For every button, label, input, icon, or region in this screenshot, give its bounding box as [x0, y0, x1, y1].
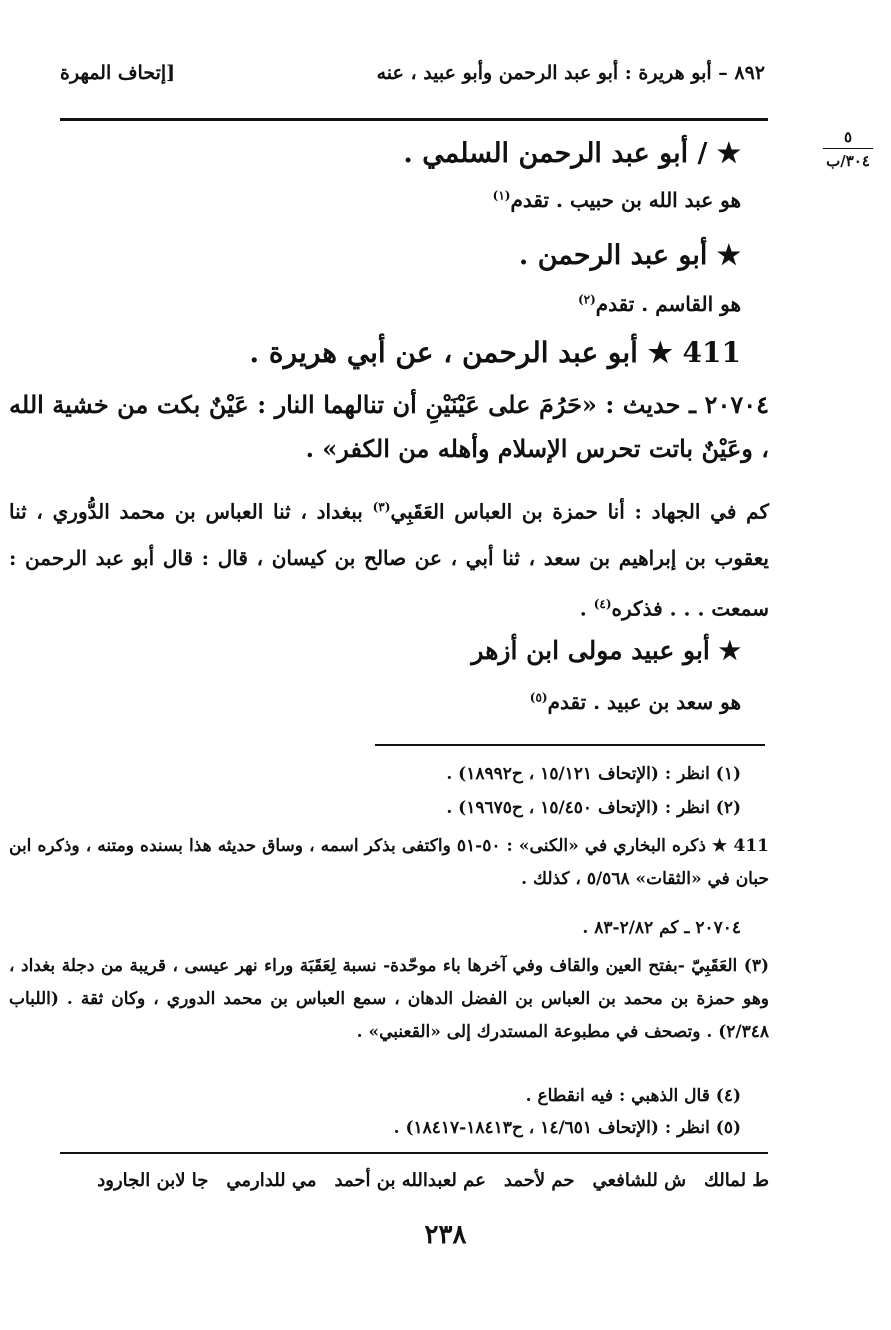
- margin-folio: [817, 128, 879, 171]
- footnote-20704: ٢٠٧٠٤ ـ كم ٢/٨٢-٨٣ .: [582, 918, 741, 938]
- header-rule: [60, 118, 768, 121]
- abbreviation-item: مي للدارمي: [226, 1170, 317, 1191]
- abbreviation-item: جا لابن الجارود: [97, 1170, 209, 1191]
- book-title: [إتحاف المهرة: [60, 62, 176, 84]
- abbreviation-item: ش للشافعي: [592, 1170, 687, 1191]
- isnad-part-1: كم في الجهاد : أنا حمزة بن العباس العَقَبِي: [390, 499, 769, 524]
- abbreviations-key: [97, 1170, 769, 1191]
- abbreviations-rule: [60, 1152, 768, 1154]
- entry-heading-sulami: ★ / أبو عبد الرحمن السلمي .: [403, 138, 741, 169]
- entry-note-text: هو القاسم . تقدم: [595, 292, 741, 316]
- footnote-ref-1: (١): [492, 188, 511, 203]
- folio-number: ٥: [843, 128, 853, 146]
- footnote-ref-4: (٤): [593, 596, 612, 611]
- folio-reference: ٣٠٤/ب: [826, 152, 870, 170]
- isnad-part-2: ببغداد ، ثنا العباس بن محمد الدُّوري ، ثنا يعقوب بن إبراهيم بن سعد ، ثنا أبي ، عن صالح بن كيسان ، قال : قال أبو عبد الرحمن : سمعت . . . فذكره: [9, 499, 769, 621]
- hadith-isnad: [9, 484, 769, 631]
- footnote-1: (١) انظر : (الإتحاف ١٥/١٢١ ، ح١٨٩٩٢) .: [446, 764, 741, 784]
- entry-note-sulami: [493, 188, 741, 212]
- footnote-4: (٤) قال الذهبي : فيه انقطاع .: [525, 1086, 741, 1106]
- footnote-411: 411 ★ ذكره البخاري في «الكنى» : ٥٠-٥١ واكتفى بذكر اسمه ، وساق حديثه هذا بسنده ومتنه ، وذكره ابن حبان في «الثقات» ٥/٥٦٨ ، كذلك .: [9, 836, 770, 889]
- hadith-text-20704: ٢٠٧٠٤ ـ حديث : «حَرُمَ على عَيْنَيْنِ أن تنالهما النار : عَيْنٌ بكت من خشية الله ، وعَيْنٌ باتت تحرس الإسلام وأهله من الكفر» .: [9, 390, 769, 463]
- entry-note-text: هو عبد الله بن حبيب . تقدم: [510, 188, 741, 212]
- abbreviation-item: عم لعبدالله بن أحمد: [334, 1170, 486, 1191]
- entry-heading-411: 411 ★ أبو عبد الرحمن ، عن أبي هريرة .: [249, 336, 741, 369]
- abbreviation-item: ط لمالك: [704, 1170, 769, 1191]
- footnote-separator: [375, 744, 765, 746]
- isnad-part-3: .: [579, 596, 594, 621]
- footnote-2: (٢) انظر : (الإتحاف ١٥/٤٥٠ ، ح١٩٦٧٥) .: [446, 798, 741, 818]
- abbreviation-item: حم لأحمد: [503, 1170, 575, 1191]
- footnote-ref-3: (٣): [372, 500, 391, 514]
- footnote-3: (٣) العَقَبِيّ -بفتح العين والقاف وفي آخرها باء موحّدة- نسبة لِعَقَبَة وراء نهر عيسى ، قريبة من دجلة بغداد ، وهو حمزة بن محمد بن العباس بن الفضل الدهان ، سمع العباس بن محمد الدوري ، وكان ثقة . (اللباب ٢/٣٤٨) . وتصحف في مطبوعة المستدرك إلى «القعنبي» .: [9, 956, 769, 1042]
- entry-note-text: هو سعد بن عبيد . تقدم: [547, 690, 741, 714]
- entry-heading-abu-abdurrahman: ★ أبو عبد الرحمن .: [518, 240, 741, 271]
- entry-heading-abu-ubaid: ★ أبو عبيد مولى ابن أزهر: [471, 636, 741, 665]
- folio-divider: [823, 148, 873, 149]
- page-number: ٢٣٨: [424, 1220, 467, 1250]
- entry-note-qasim: [578, 292, 741, 316]
- footnote-ref-2: (٢): [577, 292, 596, 307]
- entry-note-saad: [530, 690, 741, 714]
- footnote-ref-5: (٥): [529, 690, 548, 705]
- running-title: ٨٩٢ – أبو هريرة : أبو عبد الرحمن وأبو عبيد ، عنه: [376, 62, 765, 84]
- footnote-5: (٥) انظر : (الإتحاف ١٤/٦٥١ ، ح١٨٤١٣-١٨٤١٧) .: [393, 1118, 741, 1138]
